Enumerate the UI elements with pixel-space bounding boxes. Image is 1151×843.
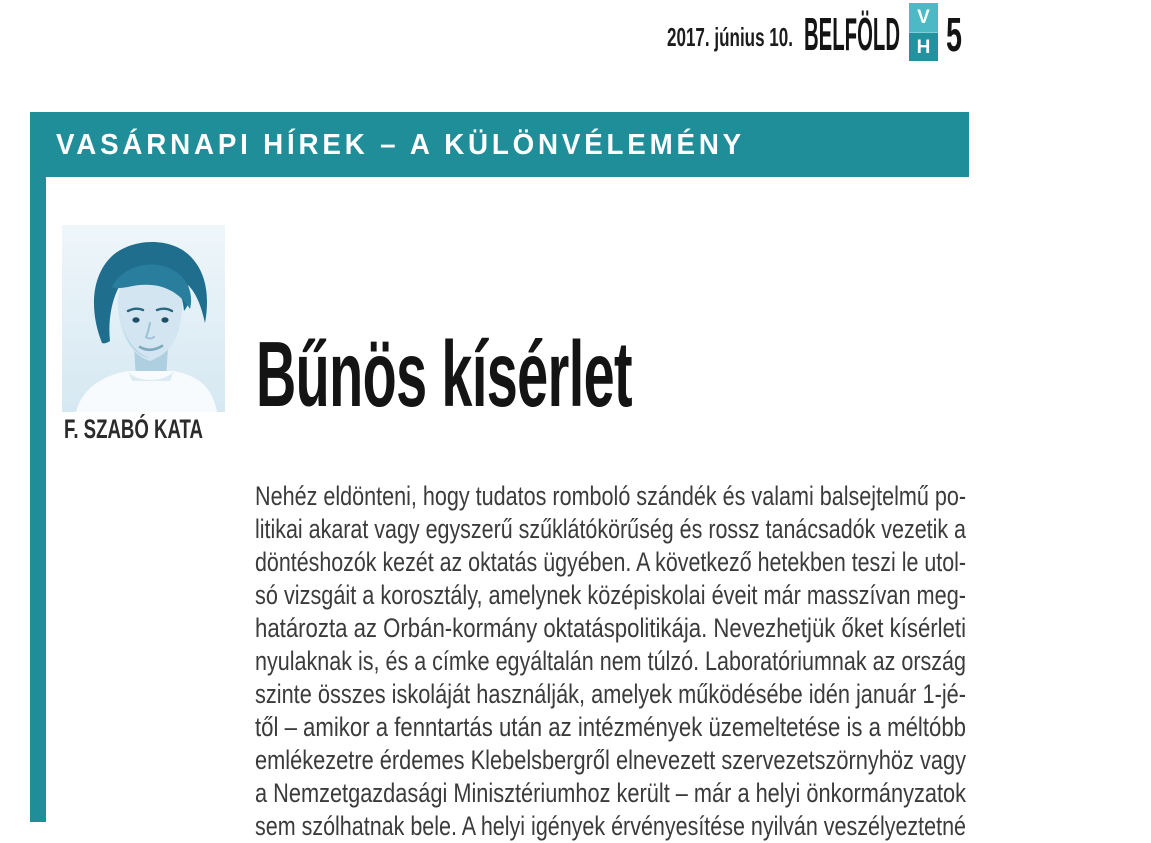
body-line: Nehéz eldönteni, hogy tudatos romboló szándék és valami balsejtelmű po-	[255, 481, 966, 511]
body-line: nyulaknak is, és a címke egyáltalán nem túlzó. Laboratóriumnak az ország	[255, 646, 966, 676]
author-photo	[62, 225, 225, 412]
vh-logo-v-letter: V	[917, 7, 930, 28]
vh-logo-h-square	[909, 32, 938, 61]
vh-logo-v-square	[909, 3, 938, 32]
masthead-date-text: 2017. június 10.	[667, 22, 793, 52]
vh-logo	[909, 3, 938, 61]
section-band-title	[56, 112, 777, 177]
body-line: sem szólhatnak bele. A helyi igények érvényesítése nyilván veszélyeztetné	[255, 811, 966, 841]
author-name-text: F. SZABÓ KATA	[64, 414, 203, 444]
section-band-title-text: VASÁRNAPI HÍREK – A KÜLÖNVÉLEMÉNY	[56, 129, 745, 161]
body-line: határozta az Orbán-kormány oktatáspolitikája. Nevezhetjük őket kísérleti	[255, 613, 966, 643]
page-number-text: 5	[946, 9, 962, 62]
section-band	[30, 112, 969, 177]
article-body	[255, 480, 966, 843]
body-line: só vizsgáit a korosztály, amelynek középiskolai éveit már masszívan meg-	[255, 580, 966, 610]
author-photo-illustration	[62, 225, 225, 412]
article-headline	[256, 322, 883, 426]
body-line: döntéshozók kezét az oktatás ügyében. A következő hetekben teszi le utol-	[255, 547, 966, 577]
left-rule	[30, 176, 46, 822]
body-line: litikai akarat vagy egyszerű szűklátókörűség és rossz tanácsadók vezetik a	[255, 514, 966, 544]
vh-logo-h-letter: H	[916, 36, 931, 58]
page-number	[946, 8, 973, 63]
body-line: től – amikor a fenntartás után az intézmények üzemeltetése is a méltóbb	[255, 712, 966, 742]
body-line: emlékezetre érdemes Klebelsbergről elnevezett szervezetszörnyhöz vagy	[255, 745, 966, 775]
article-headline-text: Bűnös kísérlet	[256, 322, 632, 426]
body-line: a Nemzetgazdasági Minisztériumhoz került – már a helyi önkormányzatok	[255, 778, 966, 808]
author-name	[64, 414, 266, 445]
body-line: szinte összes iskoláját használják, amelyek működésébe idén január 1-jé-	[255, 679, 966, 709]
masthead-section-text: BELFÖLD	[804, 8, 900, 60]
